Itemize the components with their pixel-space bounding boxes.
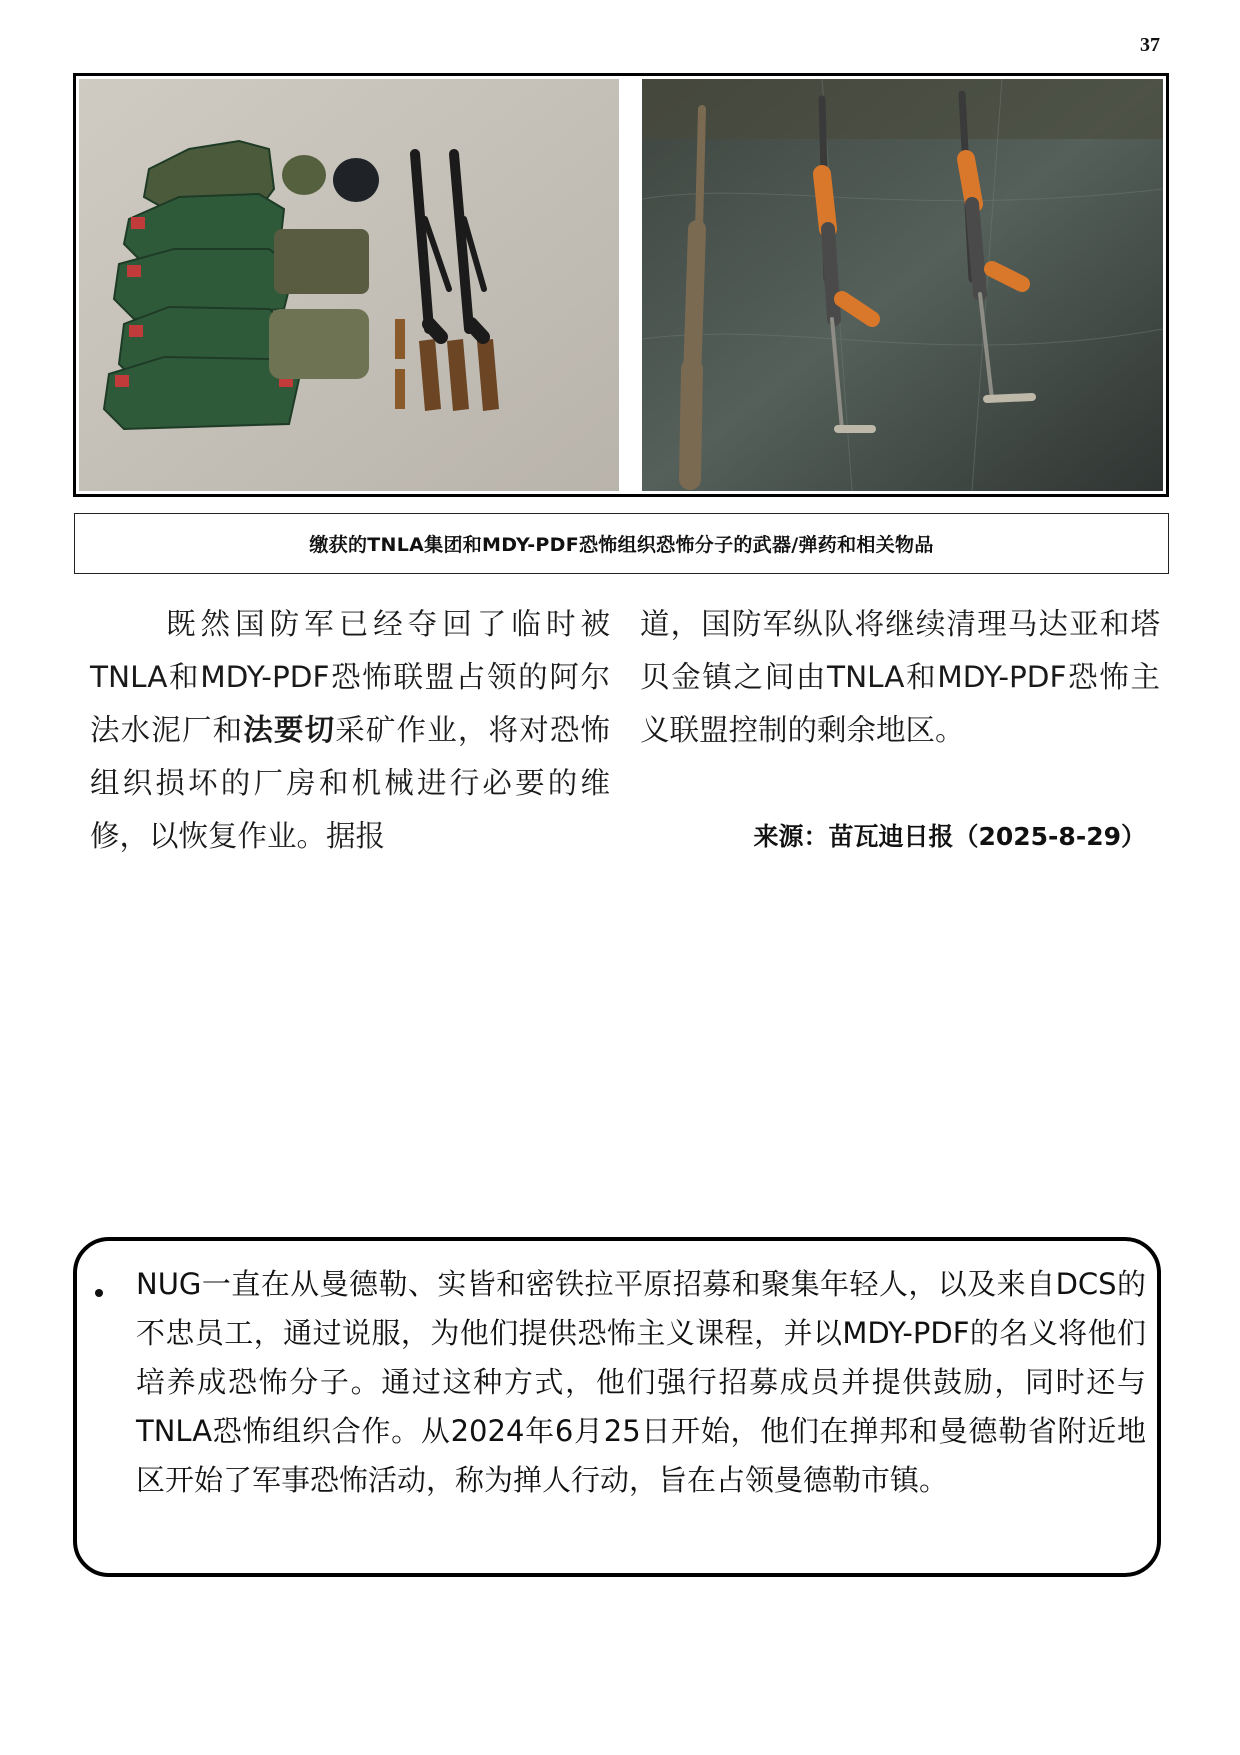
notice-box xyxy=(73,1237,1161,1577)
article-column-right xyxy=(640,598,1160,757)
paragraph-continuation: 道，国防军纵队将继续清理马达亚和塔贝金镇之间由TNLA和MDY-PDF恐怖主义联盟控制的剩余地区。 xyxy=(640,607,1160,747)
figure-caption-box xyxy=(74,513,1169,574)
paragraph-text-end: 采矿作业，将对恐怖组织损坏的厂房和机械进行必要的维修，以恢复作业。据报 xyxy=(90,713,610,853)
article-source: 来源：苗瓦迪日报（2025-8-29） xyxy=(753,822,1146,851)
photo-frame xyxy=(73,73,1169,497)
bullet-icon xyxy=(95,1289,103,1297)
notice-text: NUG一直在从曼德勒、实皆和密铁拉平原招募和聚集年轻人，以及来自DCS的不忠员工，通过说服，为他们提供恐怖主义课程，并以MDY-PDF的名义将他们培养成恐怖分子。通过这种方式，他们强行招募成员并提供鼓励，同时还与TNLA恐怖组织合作。从2024年6月25日开始，他们在掸邦和曼德勒省附近地区开始了军事恐怖活动，称为掸人行动，旨在占领曼德勒市镇。 xyxy=(136,1267,1146,1497)
page-number: 37 xyxy=(1140,34,1160,56)
paragraph-bold-term: 法要切 xyxy=(243,713,336,747)
article-paragraph xyxy=(90,598,610,863)
figure-caption: 缴获的TNLA集团和MDY-PDF恐怖组织恐怖分子的武器/弹药和相关物品 xyxy=(309,534,934,556)
captured-uniforms-and-rifles-photo xyxy=(79,79,619,491)
captured-rifles-on-tarp-photo xyxy=(642,79,1163,491)
paragraph-text-start: 既然国防军已经夺回了临时被TNLA和MDY-PDF恐怖联盟占领的阿尔法水泥厂和 xyxy=(90,607,610,747)
article-column-left xyxy=(90,598,610,863)
